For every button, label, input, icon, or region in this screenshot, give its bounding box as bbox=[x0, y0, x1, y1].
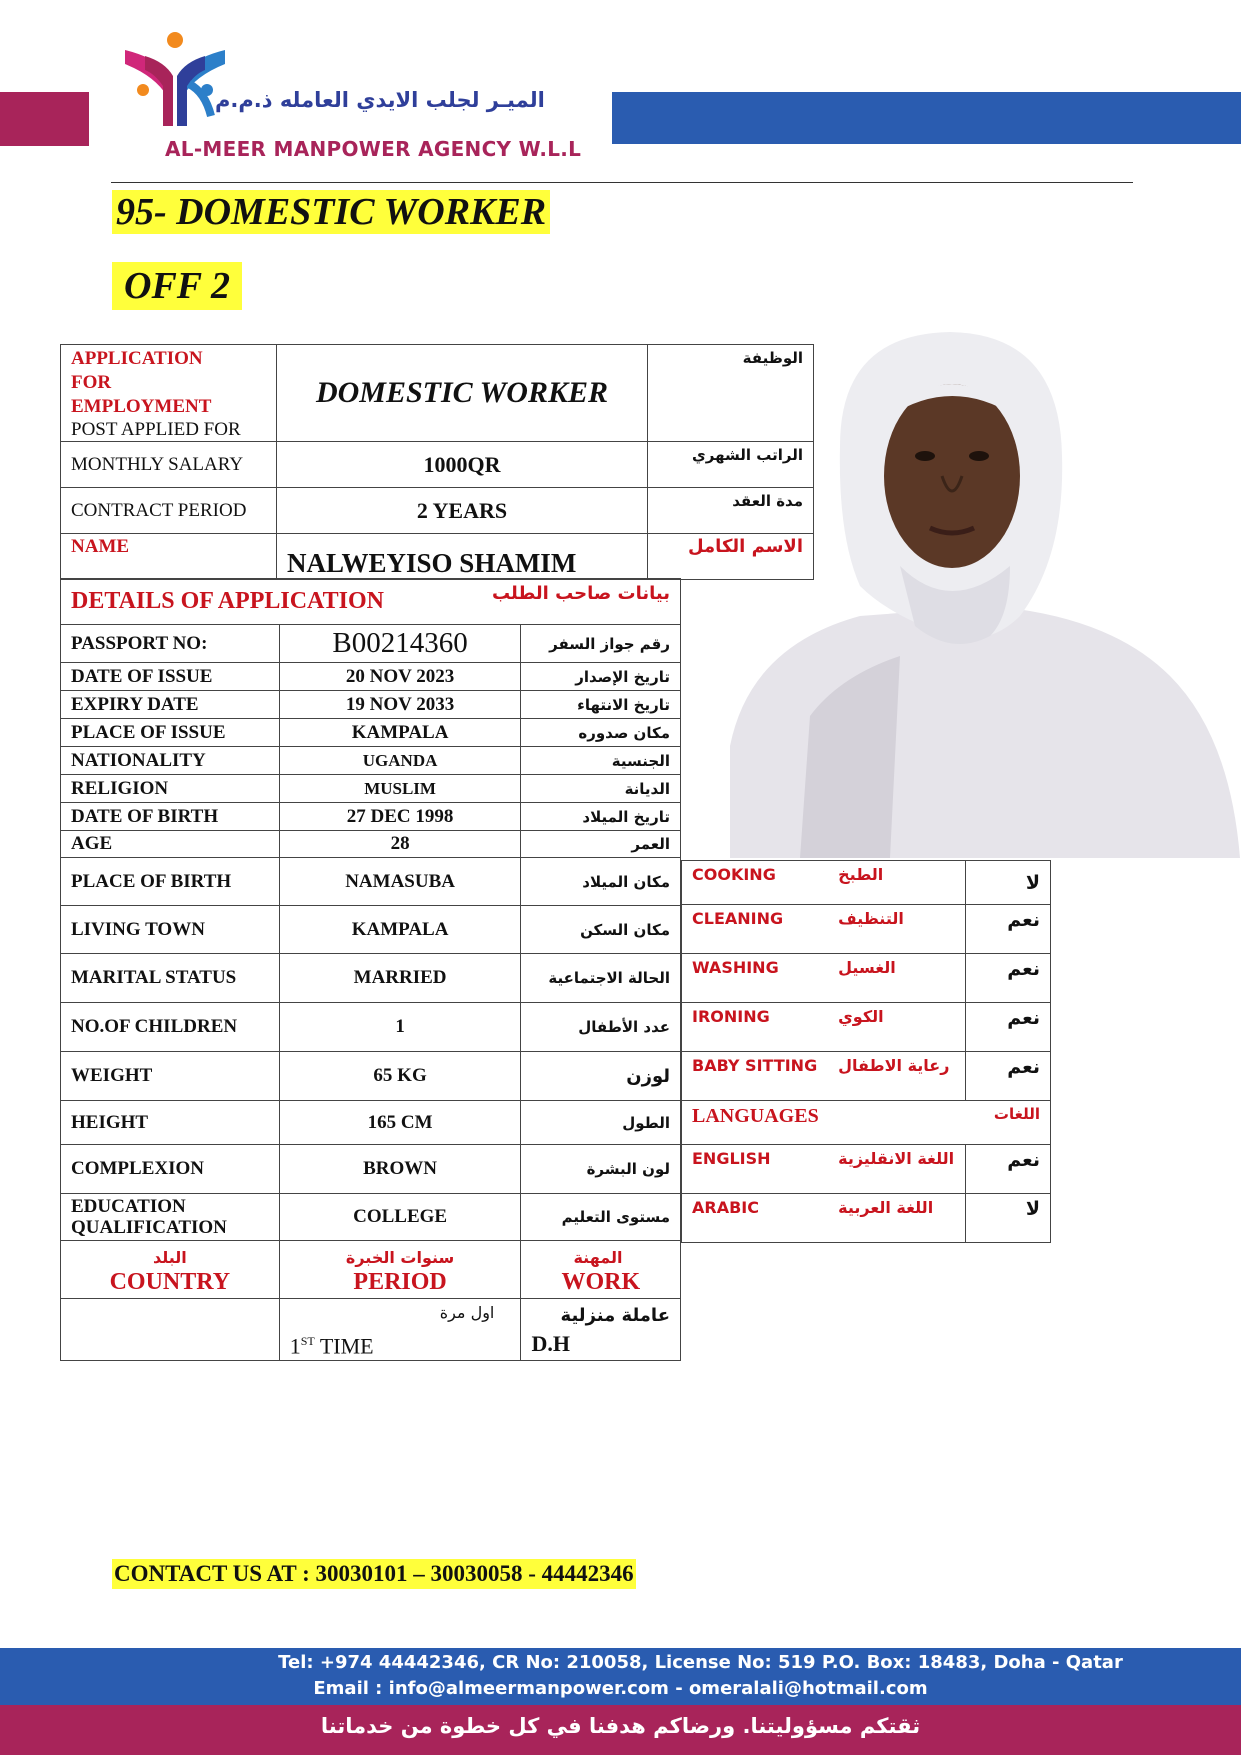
footer-email-line: Email : info@almeermanpower.com - omeralali@hotmail.com bbox=[313, 1678, 928, 1699]
skill-answer: نعم bbox=[966, 905, 1051, 954]
detail-label: PLACE OF ISSUE bbox=[61, 719, 280, 747]
exp-work-header bbox=[521, 1241, 681, 1299]
skill-row bbox=[682, 905, 1051, 954]
salary-ar: الراتب الشهري bbox=[648, 442, 814, 488]
exp-period-value-en bbox=[290, 1327, 511, 1360]
detail-value: 1 bbox=[279, 1003, 521, 1052]
exp-country-en: COUNTRY bbox=[109, 1268, 231, 1295]
skill-ar: الكوي bbox=[828, 1003, 965, 1052]
exp-work-value-ar: عاملة منزلية bbox=[560, 1304, 670, 1326]
detail-ar: تاريخ الميلاد bbox=[521, 803, 681, 831]
detail-label: RELIGION bbox=[61, 775, 280, 803]
exp-period-value bbox=[279, 1299, 521, 1361]
name-label: NAME bbox=[61, 534, 277, 580]
detail-label: EXPIRY DATE bbox=[61, 691, 280, 719]
detail-label: WEIGHT bbox=[61, 1052, 280, 1101]
skill-answer: لا bbox=[966, 861, 1051, 905]
post-value: DOMESTIC WORKER bbox=[277, 345, 648, 442]
details-table bbox=[60, 578, 681, 1361]
detail-label: PASSPORT NO: bbox=[61, 625, 280, 663]
detail-ar: الجنسية bbox=[521, 747, 681, 775]
exp-period-header bbox=[279, 1241, 521, 1299]
details-heading-cell bbox=[61, 579, 681, 625]
exp-period-sup: ST bbox=[300, 1334, 315, 1348]
name-value: NALWEYISO SHAMIM bbox=[277, 534, 648, 580]
page-title: 95- DOMESTIC WORKER bbox=[112, 190, 550, 234]
post-label: POST APPLIED FOR bbox=[71, 419, 241, 440]
detail-label: NATIONALITY bbox=[61, 747, 280, 775]
detail-label: HEIGHT bbox=[61, 1101, 280, 1145]
footer-slogan: ثقتكم مسؤوليتنا. ورضاكم هدفنا في كل خطوة من خدماتنا bbox=[320, 1714, 921, 1738]
contact-line: CONTACT US AT : 30030101 – 30030058 - 44442346 bbox=[112, 1559, 636, 1589]
language-answer: لا bbox=[966, 1194, 1051, 1243]
exp-work-value bbox=[521, 1299, 681, 1361]
application-heading: APPLICATION FOR EMPLOYMENT bbox=[71, 348, 212, 417]
post-ar: الوظيفة bbox=[648, 345, 814, 442]
exp-country-ar: البلد bbox=[152, 1247, 187, 1267]
skill-row bbox=[682, 1003, 1051, 1052]
detail-label: PLACE OF BIRTH bbox=[61, 858, 280, 906]
skill-en: BABY SITTING bbox=[682, 1052, 829, 1101]
contract-value: 2 YEARS bbox=[277, 488, 648, 534]
detail-value: BROWN bbox=[279, 1145, 521, 1194]
languages-heading-cell bbox=[682, 1101, 1051, 1145]
skill-ar: الغسيل bbox=[828, 954, 965, 1003]
contract-ar: مدة العقد bbox=[648, 488, 814, 534]
exp-country-value bbox=[61, 1299, 280, 1361]
detail-ar: عدد الأطفال bbox=[521, 1003, 681, 1052]
languages-heading-en: LANGUAGES bbox=[692, 1105, 819, 1127]
detail-label: COMPLEXION bbox=[61, 1145, 280, 1194]
detail-ar: مكان صدوره bbox=[521, 719, 681, 747]
exp-period-ar: سنوات الخبرة bbox=[345, 1247, 455, 1267]
salary-value: 1000QR bbox=[277, 442, 648, 488]
detail-label: MARITAL STATUS bbox=[61, 954, 280, 1003]
exp-period-en: PERIOD bbox=[353, 1268, 447, 1295]
detail-label: DATE OF ISSUE bbox=[61, 663, 280, 691]
detail-value: MUSLIM bbox=[279, 775, 521, 803]
detail-value: UGANDA bbox=[279, 747, 521, 775]
detail-value: NAMASUBA bbox=[279, 858, 521, 906]
skill-en: CLEANING bbox=[682, 905, 829, 954]
exp-period-num: 1 bbox=[289, 1333, 301, 1359]
detail-label: DATE OF BIRTH bbox=[61, 803, 280, 831]
logo-arabic-text: الميـر لجلب الايدي العامله ذ.م.م bbox=[215, 88, 545, 112]
exp-work-ar: المهنة bbox=[573, 1247, 623, 1267]
skill-row bbox=[682, 861, 1051, 905]
skill-answer: نعم bbox=[966, 1003, 1051, 1052]
detail-ar: رقم جواز السفر bbox=[521, 625, 681, 663]
languages-heading-ar: اللغات bbox=[993, 1105, 1040, 1123]
skill-en: IRONING bbox=[682, 1003, 829, 1052]
skill-ar: الطبخ bbox=[828, 861, 965, 905]
detail-ar: الحالة الاجتماعية bbox=[521, 954, 681, 1003]
language-en: ARABIC bbox=[682, 1194, 829, 1243]
detail-ar: تاريخ الإصدار bbox=[521, 663, 681, 691]
salary-label: MONTHLY SALARY bbox=[61, 442, 277, 488]
post-label-cell bbox=[61, 345, 277, 442]
detail-ar: مكان الميلاد bbox=[521, 858, 681, 906]
language-answer: نعم bbox=[966, 1145, 1051, 1194]
language-en: ENGLISH bbox=[682, 1145, 829, 1194]
detail-value: 165 CM bbox=[279, 1101, 521, 1145]
detail-label: AGE bbox=[61, 831, 280, 858]
detail-value: KAMPALA bbox=[279, 719, 521, 747]
exp-country-header bbox=[61, 1241, 280, 1299]
header-rule bbox=[111, 182, 1133, 183]
detail-label: EDUCATION QUALIFICATION bbox=[61, 1194, 280, 1241]
header-right-bar bbox=[612, 92, 1241, 144]
detail-value: MARRIED bbox=[279, 954, 521, 1003]
detail-value: 19 NOV 2033 bbox=[279, 691, 521, 719]
skill-ar: التنظيف bbox=[828, 905, 965, 954]
off-label: OFF 2 bbox=[112, 262, 242, 310]
language-ar: اللغة العربية bbox=[828, 1194, 965, 1243]
detail-ar: الطول bbox=[521, 1101, 681, 1145]
detail-label: LIVING TOWN bbox=[61, 906, 280, 954]
detail-ar: تاريخ الانتهاء bbox=[521, 691, 681, 719]
skill-row bbox=[682, 954, 1051, 1003]
detail-value: B00214360 bbox=[279, 625, 521, 663]
skill-en: COOKING bbox=[682, 861, 829, 905]
language-row bbox=[682, 1145, 1051, 1194]
exp-work-en: WORK bbox=[561, 1268, 641, 1295]
detail-ar: العمر bbox=[521, 831, 681, 858]
language-ar: اللغة الانقليزية bbox=[828, 1145, 965, 1194]
skill-answer: نعم bbox=[966, 954, 1051, 1003]
detail-ar: مكان السكن bbox=[521, 906, 681, 954]
language-row bbox=[682, 1194, 1051, 1243]
name-ar: الاسم الكامل bbox=[648, 534, 814, 580]
exp-work-value-en: D.H bbox=[531, 1330, 570, 1356]
skill-answer: نعم bbox=[966, 1052, 1051, 1101]
detail-ar: لون البشرة bbox=[521, 1145, 681, 1194]
footer-contact-line: Tel: +974 44442346, CR No: 210058, License No: 519 P.O. Box: 18483, Doha - Qatar bbox=[278, 1652, 1123, 1673]
detail-row-passport bbox=[61, 625, 681, 663]
logo-english-text: AL-MEER MANPOWER AGENCY W.L.L bbox=[165, 137, 582, 161]
exp-period-value-ar: اول مرة bbox=[439, 1303, 495, 1322]
detail-ar: مستوى التعليم bbox=[521, 1194, 681, 1241]
skills-table bbox=[681, 860, 1051, 1243]
agency-logo-icon bbox=[115, 26, 235, 136]
header-left-bar bbox=[0, 92, 89, 146]
detail-value: 20 NOV 2023 bbox=[279, 663, 521, 691]
languages-heading-row bbox=[682, 1101, 1051, 1145]
detail-value: COLLEGE bbox=[279, 1194, 521, 1241]
details-heading-en: DETAILS OF APPLICATION bbox=[71, 588, 384, 614]
details-heading-ar: بيانات صاحب الطلب bbox=[491, 583, 670, 604]
detail-ar: لوزن bbox=[521, 1052, 681, 1101]
contract-label: CONTRACT PERIOD bbox=[61, 488, 277, 534]
application-table bbox=[60, 344, 814, 580]
skill-row bbox=[682, 1052, 1051, 1101]
skill-ar: رعاية الاطفال bbox=[828, 1052, 965, 1101]
detail-value: KAMPALA bbox=[279, 906, 521, 954]
detail-value: 65 KG bbox=[279, 1052, 521, 1101]
detail-label: NO.OF CHILDREN bbox=[61, 1003, 280, 1052]
skill-en: WASHING bbox=[682, 954, 829, 1003]
detail-value: 27 DEC 1998 bbox=[279, 803, 521, 831]
detail-ar: الديانة bbox=[521, 775, 681, 803]
exp-period-rest: TIME bbox=[314, 1333, 374, 1359]
detail-value: 28 bbox=[279, 831, 521, 858]
